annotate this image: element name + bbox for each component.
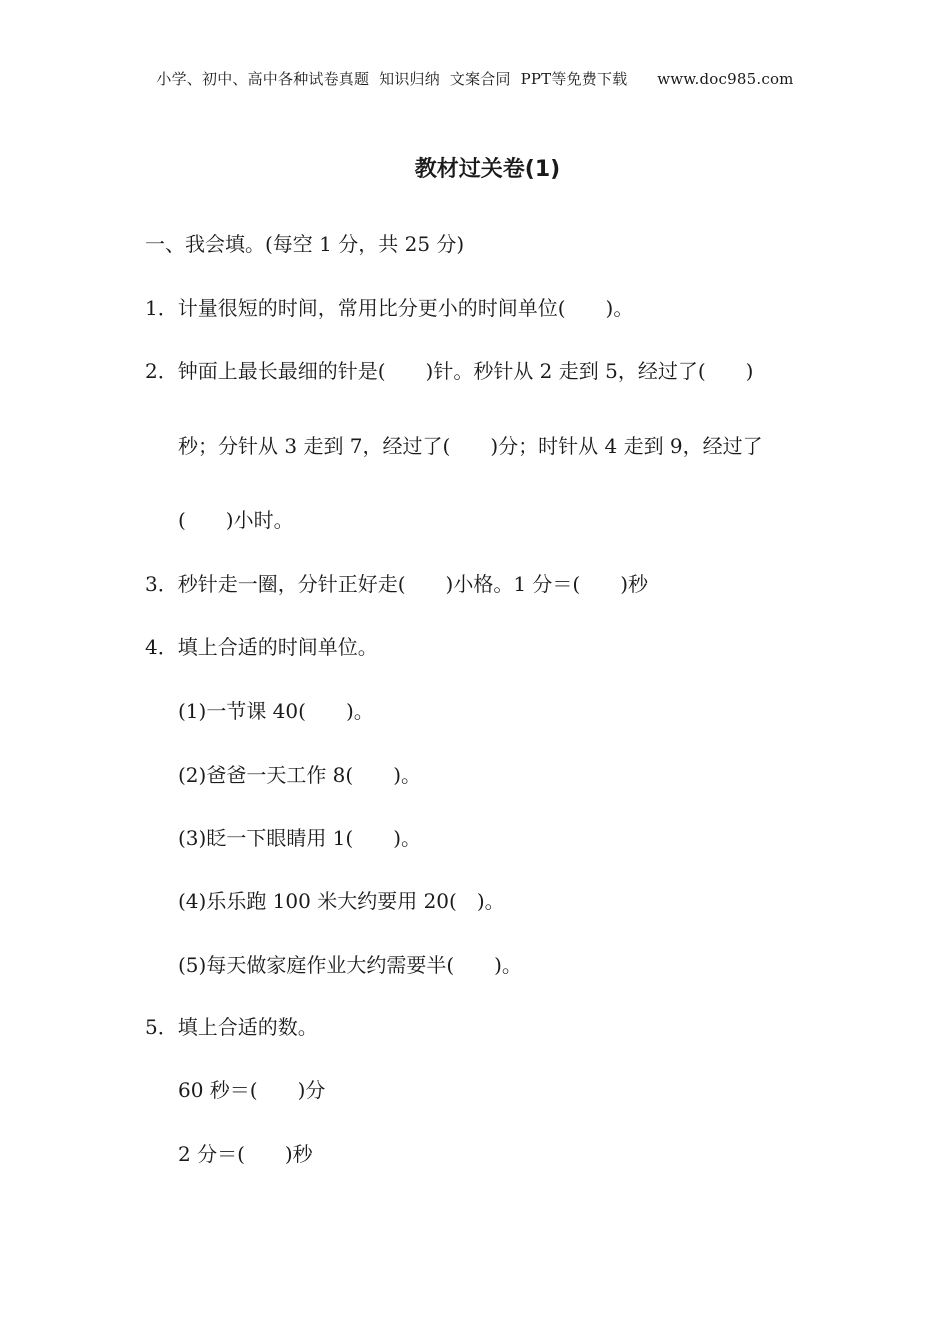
question-3: 3．秒针走一圈，分针正好走( )小格。1 分＝( )秒 [145, 572, 649, 596]
question-2-line-1: 2．钟面上最长最细的针是( )针。秒针从 2 走到 5，经过了( ) [145, 359, 754, 383]
question-5-stem: 5．填上合适的数。 [145, 1015, 318, 1039]
page-title: 教材过关卷(1) [414, 157, 561, 182]
question-2-line-2: 秒；分针从 3 走到 7，经过了( )分；时针从 4 走到 9，经过了 [178, 434, 763, 458]
question-1: 1．计量很短的时间，常用比分更小的时间单位( )。 [145, 296, 634, 320]
page-header: 小学、初中、高中各种试卷真题 知识归纳 文案合同 PPT等免费下载 www.doc985.com [156, 70, 794, 88]
section-heading: 一、我会填。(每空 1 分，共 25 分) [145, 232, 465, 256]
question-4-stem: 4．填上合适的时间单位。 [145, 635, 378, 659]
question-4-item: (4)乐乐跑 100 米大约要用 20( )。 [178, 889, 505, 913]
question-5-item: 60 秒＝( )分 [178, 1078, 326, 1102]
question-4-item: (2)爸爸一天工作 8( )。 [178, 763, 422, 787]
question-4-item: (1)一节课 40( )。 [178, 699, 374, 723]
question-2-line-3: ( )小时。 [178, 508, 294, 532]
question-4-item: (3)眨一下眼睛用 1( )。 [178, 826, 422, 850]
question-5-item: 2 分＝( )秒 [178, 1142, 313, 1166]
question-4-item: (5)每天做家庭作业大约需要半( )。 [178, 953, 522, 977]
